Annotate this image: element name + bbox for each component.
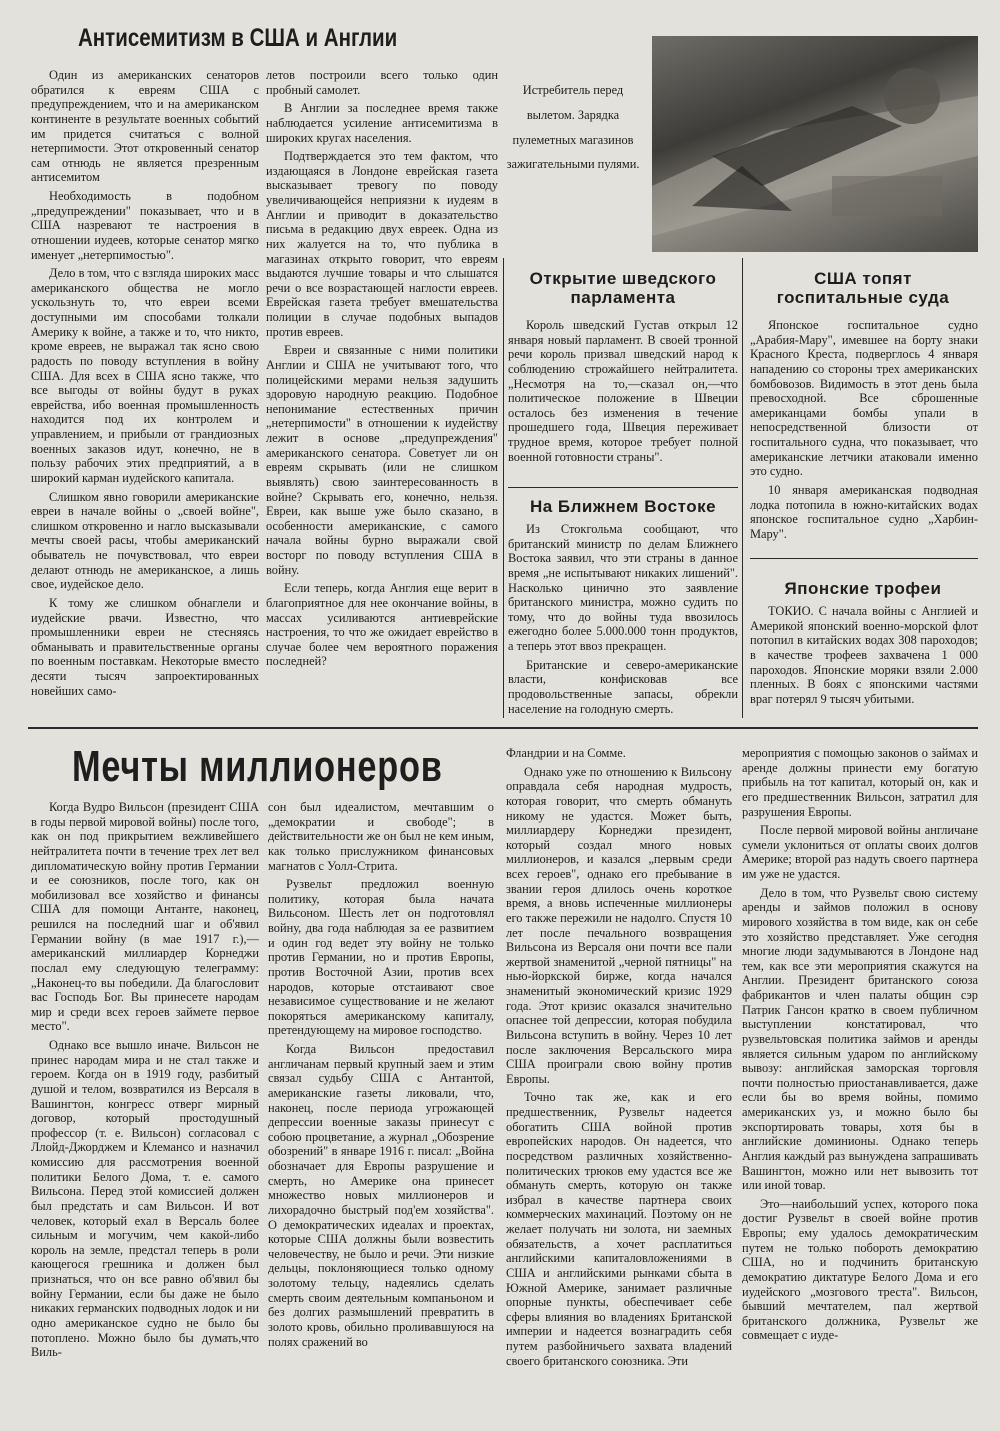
- paragraph: В Англии за последнее время также наблюдается усиление антисемитизма в широких кругах населения.: [266, 101, 498, 145]
- paragraph: Дело в том, что с взгляда широких масс американского общества не могло ускользнуть то, что евреи всеми доступными им способами толкали Америку к войне, а также и то, что никто, кроме евреев, не выражал так ясно свою радость по поводу вступления в войну США. Для всех в США ясно также, что все выгоды от войны будут в руках еврейства, ибо военная промышленность находится под их контролем и управлением, и прибыли от грандиозных военных заказов идут, конечно, не в пользу рабочих этих предприятий, а в широкий карман иудейского капитала.: [31, 266, 259, 485]
- paragraph: Рузвельт предложил военную политику, которая была начата Вильсоном. Шесть лет он подготовлял войну, два года наблюдая за ее развитием и один год ведет эту войну не только против Германии, но и против Европы, против Восточной Азии, против всех народов, которые отстаивают свое независимое существование и не желают покоряться американскому капиталу, претендующему на мировое господство.: [268, 877, 494, 1038]
- paragraph: Евреи и связанные с ними политики Англии и США не учитывают того, что полицейскими мерами нельзя задушить здоровую народную реакцию. Подобное непонимание естественных причин „нетерпимости" в отношении к иудейству лежит в основе „предупреждения" американского сенатора. Советует ли он евреям скрывать (или не слишком выявлять) свою заинтересованность в войне? Скрывать его, конечно, нельзя. Евреи, как выше уже было сказано, в особенности американские, с самого начала войны бурно выражали свой восторг по поводу вступления США в войну.: [266, 343, 498, 577]
- vertical-rule: [503, 258, 504, 718]
- article2-col3: [506, 746, 732, 1404]
- east-title: На Ближнем Востоке: [529, 497, 717, 516]
- article1-title: Антисемитизм в США и Англии: [78, 24, 398, 52]
- paragraph: Однако все вышло иначе. Вильсон не принес народам мира и не стал также и героем. Когда он в 1919 году, разбитый душой и телом, возвратился из Версаля в Вашингтон, конгресс отверг мирный договор, который простодушный профессор (т. е. Вильсон) согласовал с Ллойд-Джорджем и Клемансо и назначил комиссию для рассмотрения военной политики Белого Дома, т. е. самого Вильсона. Перед этой комиссией должен был предстать и сам Вильсон. И вот человек, который ехал в Версаль более сильным и могучим, чем какой-либо король на земле, предстал теперь в роли кающегося грешника и должен был признаться, что он все равно об'явил бы войну Германии, если бы даже не было никаких германских подводных лодок и ни одно американское судно не было бы потоплено. Можно было бы думать,что Виль-: [31, 1038, 259, 1360]
- paragraph: Дело в том, что Рузвельт свою систему аренды и займов положил в основу мирового хозяйства в том виде, как он себе это хозяйство представляет. Уже сегодня многие люди задумываются в Лондоне над тем, как все эти мероприятия скажутся на Англии. Президент британского союза фабрикантов и член палаты общин сэр Патрик Гансон кратко в своем публичном выступлении констатировал, что рузвельтовская политика займов и аренды является сильным ударом по английскому вывозу: английская заморская торговля почти полностью приостанавливается, даже если бы во время войны, помимо американских уз, и можно было бы экспортировать товары, хотя бы в английские доминионы. Однако теперь Англия каждый раз вынуждена запрашивать Вашингтон, можно или нет вывозить тот или иной товар.: [742, 885, 978, 1193]
- trophies-text: [750, 604, 978, 718]
- trophies-title: Японские трофеи: [784, 579, 942, 598]
- paragraph: Японское госпитальное судно „Арабия-Мару", имевшее на борту знаки Красного Креста, подверглось 4 января нападению со стороны трех американских бомбовозов. Видимость в этот день была превосходной. Все сброшенные американцами бомбы упали в непосредственной близости от госпитального судна, что показывает, что американские летчики атаковали именно это судно.: [750, 318, 978, 479]
- paragraph: После первой мировой войны англичане сумели уклониться от оплаты своих долгов Америке; второй раз надуть своего партнера им уже не удастся.: [742, 823, 978, 881]
- article1-col2: [266, 68, 498, 716]
- paragraph: Из Стокгольма сообщают, что британский министр по делам Ближнего Востока заявил, что эти страны в данное время „не испытывают никаких лишений". Насколько цинично это заявление британского министра, можно судить по тому, что до войны туда ввозилось ежегодно более 5.000.000 тонн продуктов, а теперь этот ввоз прекращен.: [508, 522, 738, 653]
- article2-col1: [31, 800, 259, 1404]
- paragraph: Подтверждается это тем фактом, что издающаяся в Лондоне еврейская газета высказывает тревогу по поводу увеличивающейся неприязни к иудеям в Англии и приводит в доказательство письма в редакцию двух евреек. Одна из них жалуется на то, что публика в магазинах открыто говорит, что евреям выдаются лучшие товары и что слышатся речи о все возрастающей наглости евреев. Еврейская газета требует вмешательства полиции в случае подобных выпадов против евреев.: [266, 149, 498, 339]
- section-divider: [28, 727, 978, 729]
- paragraph: Фландрии и на Сомме.: [506, 746, 626, 760]
- paragraph: Король шведский Густав открыл 12 января новый парламент. В своей тронной речи король призвал шведский народ к соблюдению строжайшего нейтралитета. „Несмотря на то,—сказал он,—что политическое положение в Швеции осталось без изменения в течение прошедшего года, Швеция переживает трудное время, которое требует полной военной готовности страны".: [508, 318, 738, 464]
- east-text: [508, 522, 738, 718]
- paragraph: Когда Вудро Вильсон (президент США в годы первой мировой войны) после того, как он под прикрытием вежливейшего нейтралитета почти в течение трех лет вел дипломатическую войну против Германии и ее союзников, после того, как он мобилизовал все хозяйство и финансы США для помощи Антанте, наконец, решился на последний шаг и об'явил Германии войну (в мае 1917 г.),—американский миллиардер Корнеджи послал ему следующую телеграмму: „Наконец-то вы победили. Да благословит вас Господь Бог. Вы принесете народам мир и среди всех героев займете первое место".: [31, 800, 259, 1034]
- usa-ships-title: США топят госпитальные суда: [776, 269, 950, 307]
- sweden-text: [508, 318, 738, 486]
- horizontal-rule: [750, 558, 978, 559]
- paragraph: Если теперь, когда Англия еще верит в благоприятное для нее окончание войны, в массах усиливаются антиеврейские настроения, то что же ожидает еврейство в случае более чем вероятного поражения последней?: [266, 581, 498, 669]
- paragraph: К тому же слишком обнаглели и иудейские рвачи. Известно, что промышленники евреи не стесняясь обманывать и правительственные органы по военным поставкам. Некоторые вместо десяти тысяч запроектированных новейших само-: [31, 595, 259, 698]
- usa-ships-text: [750, 318, 978, 550]
- paragraph: Слишком явно говорили американские евреи в начале войны о „своей войне", слишком откровенно и нагло высказывали мечты своей расы, чтобы американский обыватель не почувствовал, что евреи делают отнюдь не американское, а лишь свое, иудейское дело.: [31, 489, 259, 592]
- paragraph: сон был идеалистом, мечтавшим о „демократии и свободе"; в действительности же он был не кем иным, как только прислужником финансовых магнатов с Уолл-Стрита.: [268, 800, 494, 873]
- paragraph: мероприятия с помощью законов о займах и аренде должны принести ему богатую прибыль на тот капитал, который он, как и его предшественник Вильсон, затратил для разрушения Европы.: [742, 746, 978, 819]
- paragraph: 10 января американская подводная лодка потопила в южно-китайских водах японское госпитальное судно „Харбин-Мару".: [750, 482, 978, 541]
- photo-fighter-plane: [652, 36, 978, 252]
- article2-title: Мечты миллионеров: [72, 742, 443, 791]
- paragraph: Однако уже по отношению к Вильсону оправдала себя народная мудрость, которая говорит, что смерть обмануть никому не удастся. Может быть, миллиардеру Корнеджи президент, который создал много новых миллионеров, и казался „первым среди всех героев", однако его пребывание в звании героя длилось очень короткое время, а вновь испеченные миллионеры его также пережили не надолго. Спустя 10 лет после печального возвращения Вильсона из Версаля они почти все пали жертвой знаменитой „черной пятницы" на нью-йоркской бирже, когда начался знаменитый экономический кризис 1929 года. Этот кризис оказался значительно опаснее той депрессии, которая побудила Вильсона вступить в войну. Через 10 лет после заключения Версальского мира США проиграли свою войну против Европы.: [506, 764, 732, 1086]
- article1-col1: [31, 68, 259, 716]
- paragraph: летов построили всего только один пробный самолет.: [266, 68, 498, 97]
- paragraph: Это—наибольший успех, которого пока достиг Рузвельт в своей войне против Европы; ему удалось демократическим путем не только побороть демократию США, но и подчинить британскую демократию диктатуре Белого Дома и его иудейского „мозгового треста". Вильсон, бывший мечтателем, пал жертвой британского должника, Рузвельт же совмещает с иуде-: [742, 1196, 978, 1343]
- airplane-photo-image: [652, 36, 978, 252]
- paragraph: Когда Вильсон предоставил англичанам первый крупный заем и этим связал судьбу США с Антантой, американские газеты ликовали, что, наконец, после периода угрожающей депрессии военные заказы принесут с собою процветание, а журнал „Обозрение обозрений" в январе 1916 г. писал: „Война обозначает для Европы разрушение и смерть, но Америке она принесет множество новых миллионеров и лихорадочно быстрый под'ем хозяйства". О демократических идеалах и проектах, которые США должны были возвестить человечеству, не было и речи. Эти низкие дельцы, поклоняющиеся только одному золотому тельцу, надеялись сделать смерть своим деятельным компаньоном и без долгих размышлений превратить в золото кровь, обильно проливавшуюся на полях сражений во: [268, 1042, 494, 1349]
- paragraph: Британские и северо-американские власти, конфисковав все продовольственные запасы, обрекли население на голодную смерть.: [508, 657, 738, 716]
- vertical-rule: [742, 258, 743, 718]
- article2-col4: [742, 746, 978, 1404]
- horizontal-rule: [508, 487, 738, 488]
- photo-caption: Истребитель перед вылетом. Зарядка пулеметных магазинов зажигательными пулями.: [506, 83, 640, 172]
- sweden-title: Открытие шведского парламента: [529, 269, 717, 307]
- paragraph: Необходимость в подобном „предупреждении" показывает, что и в США назревают те настроения в отношении иудеев, которые сенатор мягко именует „нетерпимостью".: [31, 189, 259, 262]
- article2-col2: [268, 800, 494, 1404]
- paragraph: Точно так же, как и его предшественник, Рузвельт надеется обогатить США войной против европейских народов. Он надеется, что посредством различных хозяйственно-политических трюков ему удастся все же обмануть смерть, которую он также избрал в качестве партнера своих коммерческих махинаций. Поэтому он не желает получать ни золота, ни заемных обязательств, а хочет расплатиться английскими капиталовложениями в США и английскими рынками сбыта в Южной Америке, занимает различные опорные пункты, обеспечивает себе сферы влияния во владениях Британской империи и надеется вознаградить себя путем разбойничьего захвата владений своего британского союзника. Эти: [506, 1090, 732, 1368]
- paragraph: Один из американских сенаторов обратился к евреям США с предупреждением, что и на американском континенте в результате военных событий им придется считаться с волной нетерпимости. Этот откровенный сенатор сам отнюдь не является презренным антисемитом: [31, 68, 259, 185]
- paragraph: ТОКИО. С начала войны с Англией и Америкой японский военно-морской флот потопил в китайских водах 308 пароходов; в качестве трофеев захвачена 1 000 пароходов. Японские моряки взяли 2.000 пленных. В боях с японскими частями враг потерял 9 тысяч убитыми.: [750, 604, 978, 706]
